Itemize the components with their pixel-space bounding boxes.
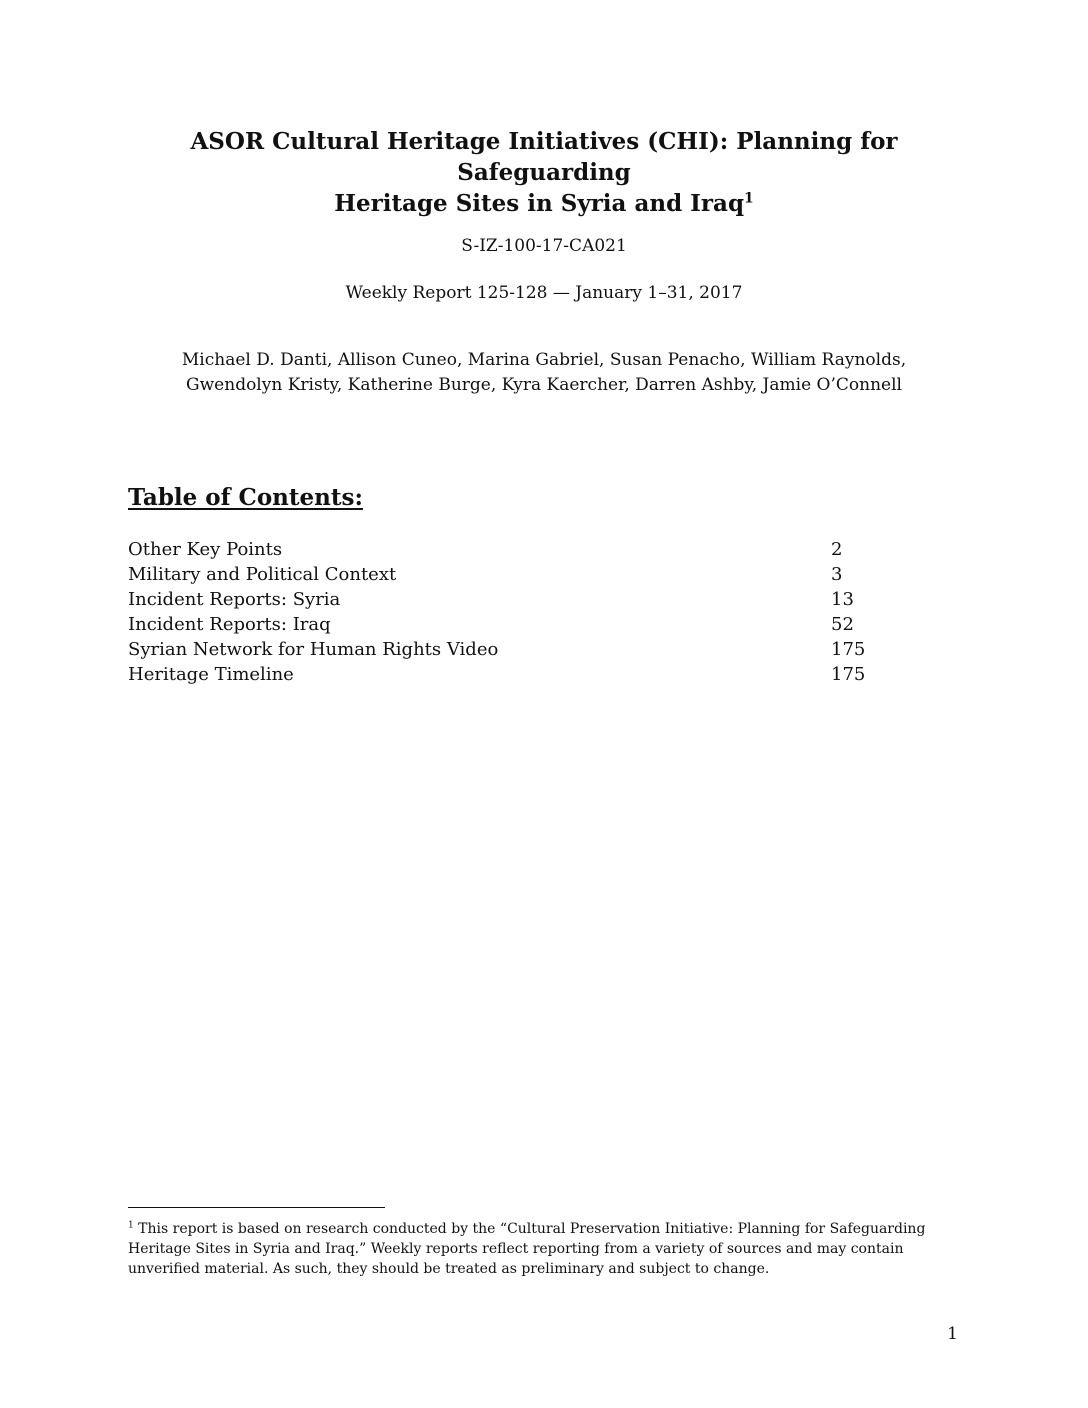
report-period: Weekly Report 125-128 — January 1–31, 2017	[345, 283, 743, 303]
report-title-line-2: Heritage Sites in Syria and Iraq	[334, 190, 745, 217]
toc-entry-label: Syrian Network for Human Rights Video	[128, 639, 499, 660]
author-list-line-1: Michael D. Danti, Allison Cuneo, Marina Gabriel, Susan Penacho, William Raynolds,	[181, 350, 907, 370]
author-list	[100, 348, 988, 398]
toc-heading: Table of Contents:	[128, 484, 363, 511]
toc-entry-label: Incident Reports: Iraq	[128, 614, 331, 635]
table-of-contents	[128, 537, 888, 687]
toc-entry-page: 175	[831, 639, 866, 660]
footnote-divider	[128, 1207, 385, 1208]
report-code: S-IZ-100-17-CA021	[461, 236, 627, 256]
toc-entry-page: 2	[831, 539, 843, 560]
toc-entry-page: 52	[831, 614, 854, 635]
footnote	[128, 1219, 968, 1279]
toc-entry-incident-reports-syria[interactable]	[128, 587, 888, 612]
toc-entry-other-key-points[interactable]	[128, 537, 888, 562]
toc-entry-military-and-political-context[interactable]	[128, 562, 888, 587]
author-list-line-2: Gwendolyn Kristy, Katherine Burge, Kyra Kaercher, Darren Ashby, Jamie O’Connell	[186, 375, 902, 395]
toc-entry-incident-reports-iraq[interactable]	[128, 612, 888, 637]
report-title	[100, 126, 988, 219]
report-title-line-1: ASOR Cultural Heritage Initiatives (CHI): Planning for Safeguarding	[190, 128, 898, 186]
toc-entry-page: 3	[831, 564, 843, 585]
page-number: 1	[947, 1324, 958, 1344]
toc-entry-heritage-timeline[interactable]	[128, 662, 888, 687]
toc-entry-label: Other Key Points	[128, 539, 283, 560]
footnote-marker: 1	[128, 1220, 134, 1231]
toc-entry-label: Incident Reports: Syria	[128, 589, 341, 610]
toc-entry-syrian-network-for-human-rights-video[interactable]	[128, 637, 888, 662]
footnote-text: This report is based on research conducted by the “Cultural Preservation Initiative: Planning for Safeguarding Heritage Sites in Syria and Iraq.” Weekly reports reflect reporting from a variety of sources and may contain unverified material. As such, they should be treated as preliminary and subject to change.	[128, 1221, 926, 1277]
toc-entry-page: 175	[831, 664, 866, 685]
toc-entry-page: 13	[831, 589, 854, 610]
toc-entry-label: Heritage Timeline	[128, 664, 294, 685]
toc-entry-label: Military and Political Context	[128, 564, 397, 585]
title-footnote-marker[interactable]: 1	[744, 190, 754, 207]
